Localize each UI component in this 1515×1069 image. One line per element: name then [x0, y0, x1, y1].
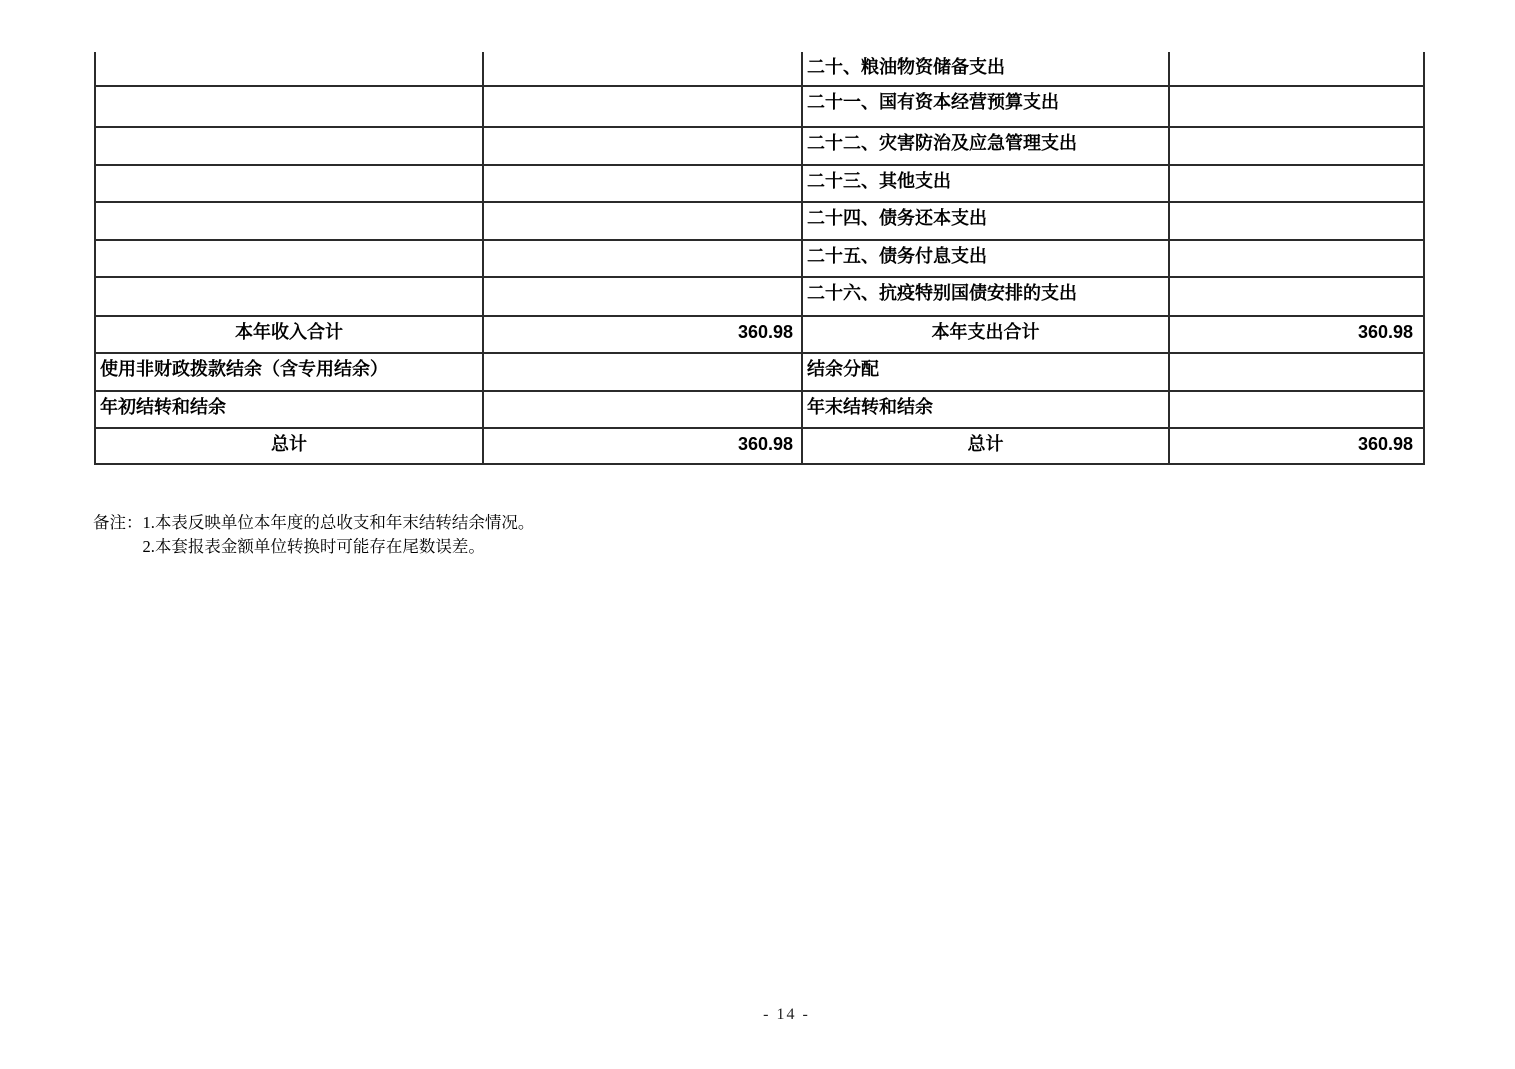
grand-total-amount-cell: 360.98: [483, 428, 802, 464]
remarks-label: 备注：: [93, 513, 143, 532]
remarks-line-2: 2.本套报表金额单位转换时可能存在尾数误差。: [142, 537, 485, 556]
grand-total-label-cell: 总计: [95, 428, 483, 464]
remarks-line-1: 1.本表反映单位本年度的总收支和年末结转结余情况。: [142, 513, 535, 532]
expense-amount-cell: [1169, 240, 1424, 277]
income-amount-cell: [483, 52, 802, 86]
expense-amount-cell: [1169, 353, 1424, 391]
income-amount-cell: [483, 202, 802, 240]
income-total-label-cell: 本年收入合计: [95, 316, 483, 353]
income-item-cell: [95, 202, 483, 240]
remarks: [93, 511, 534, 559]
expense-total-amount-cell: 360.98: [1169, 316, 1424, 353]
expense-amount-cell: [1169, 277, 1424, 316]
table-row: [95, 353, 1424, 391]
expense-amount-cell: [1169, 52, 1424, 86]
income-item-cell: [95, 127, 483, 165]
remarks-lines: [143, 511, 535, 559]
income-amount-cell: [483, 165, 802, 202]
table-row: [95, 86, 1424, 127]
income-amount-cell: [483, 86, 802, 127]
table-row-grand-total: [95, 428, 1424, 464]
expense-item-cell: 二十三、其他支出: [802, 165, 1169, 202]
expense-item-cell: 二十四、债务还本支出: [802, 202, 1169, 240]
page-number: - 14 -: [763, 1006, 810, 1023]
expense-item-cell: 二十一、国有资本经营预算支出: [802, 86, 1169, 127]
income-item-cell: [95, 52, 483, 86]
income-amount-cell: [483, 391, 802, 428]
expense-item-cell: 二十二、灾害防治及应急管理支出: [802, 127, 1169, 165]
table-row: [95, 391, 1424, 428]
expense-amount-cell: [1169, 165, 1424, 202]
income-item-cell: [95, 240, 483, 277]
table-row: [95, 202, 1424, 240]
summary-table: [94, 52, 1425, 465]
grand-total-label-cell: 总计: [802, 428, 1169, 464]
expense-item-cell: 二十五、债务付息支出: [802, 240, 1169, 277]
income-amount-cell: [483, 277, 802, 316]
expense-item-cell: 结余分配: [802, 353, 1169, 391]
page-footer: [0, 1006, 1515, 1024]
income-total-amount-cell: 360.98: [483, 316, 802, 353]
income-item-cell: 年初结转和结余: [95, 391, 483, 428]
table-row: [95, 52, 1424, 86]
expense-item-cell: 二十、粮油物资储备支出: [802, 52, 1169, 86]
income-expenditure-summary-table: [94, 52, 1425, 465]
expense-total-label-cell: 本年支出合计: [802, 316, 1169, 353]
table-row: [95, 165, 1424, 202]
income-item-cell: 使用非财政拨款结余（含专用结余）: [95, 353, 483, 391]
income-item-cell: [95, 277, 483, 316]
expense-amount-cell: [1169, 127, 1424, 165]
table-row-income-total: [95, 316, 1424, 353]
income-amount-cell: [483, 240, 802, 277]
expense-item-cell: 年末结转和结余: [802, 391, 1169, 428]
table-row: [95, 127, 1424, 165]
income-amount-cell: [483, 353, 802, 391]
grand-total-amount-cell: 360.98: [1169, 428, 1424, 464]
income-item-cell: [95, 165, 483, 202]
expense-amount-cell: [1169, 391, 1424, 428]
income-item-cell: [95, 86, 483, 127]
income-amount-cell: [483, 127, 802, 165]
expense-amount-cell: [1169, 202, 1424, 240]
expense-item-cell: 二十六、抗疫特别国债安排的支出: [802, 277, 1169, 316]
expense-amount-cell: [1169, 86, 1424, 127]
table-row: [95, 277, 1424, 316]
table-row: [95, 240, 1424, 277]
